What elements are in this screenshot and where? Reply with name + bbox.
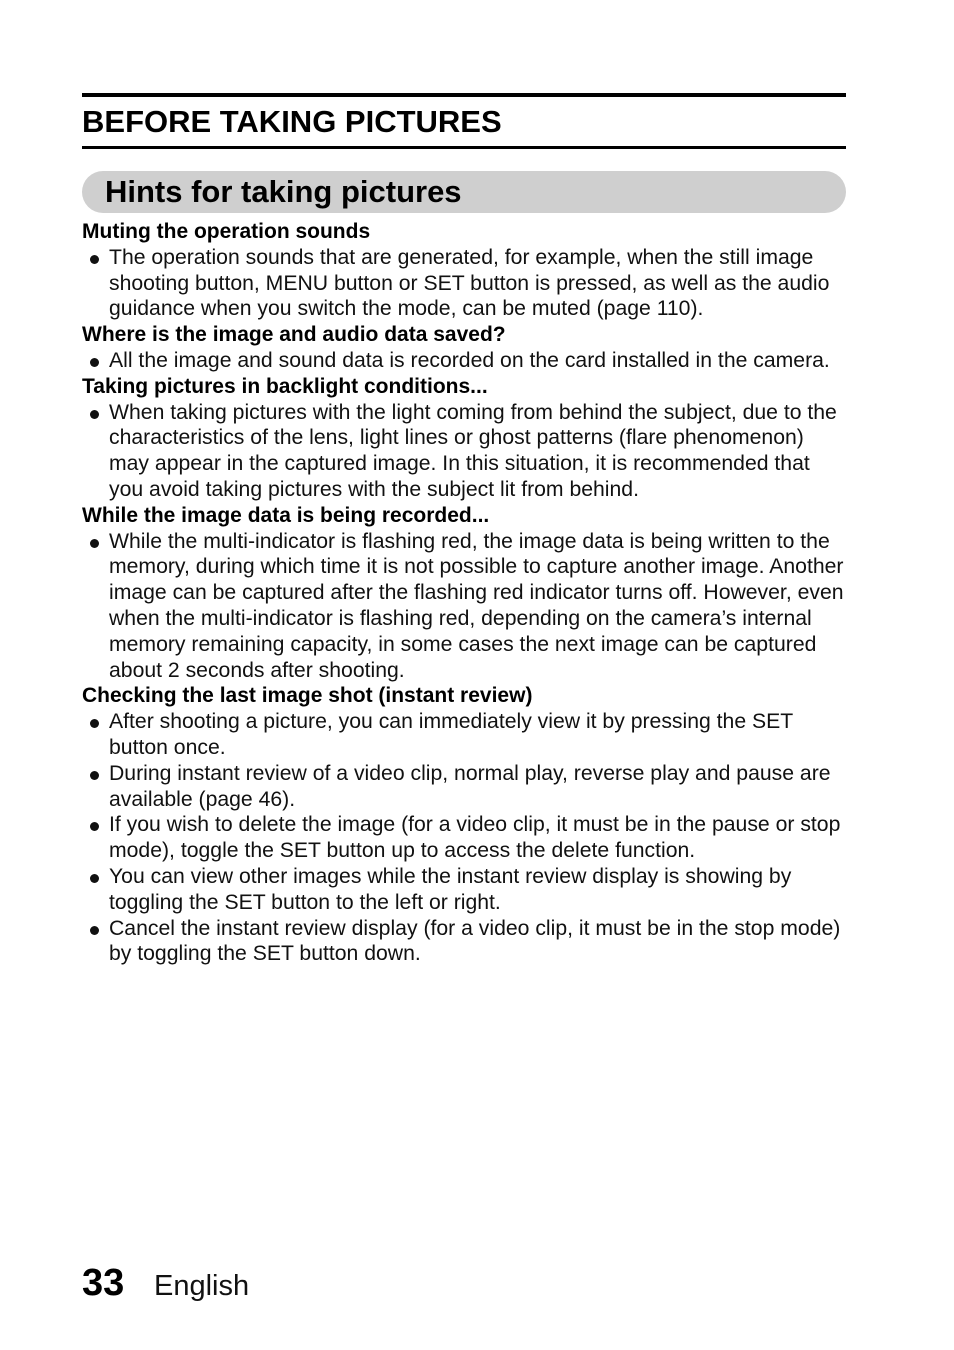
bullet-text: While the multi-indicator is flashing red, the image data is being written to the memory, during which time it is not possible to capture another image. Another image can be captured after the flashing red indicator turns off. However, even when the multi-indicator is flashing red, depending on the camera’s internal memory remaining capacity, in some cases the next image can be captured about 2 seconds after shooting. xyxy=(109,529,844,682)
bullet-item xyxy=(82,916,846,968)
topic-instant-review xyxy=(82,683,846,967)
topic-heading: Checking the last image shot (instant review) xyxy=(82,684,533,708)
bullet-item xyxy=(82,348,846,374)
bullet-icon xyxy=(90,926,99,935)
bullet-icon xyxy=(90,539,99,548)
bullet-item xyxy=(82,400,846,503)
section-title: Hints for taking pictures xyxy=(105,174,462,209)
bullet-list xyxy=(82,245,846,322)
page-number: 33 xyxy=(82,1262,125,1304)
bullet-list xyxy=(82,709,846,967)
bullet-item xyxy=(82,529,846,684)
chapter-header xyxy=(82,93,846,149)
topic-heading: Where is the image and audio data saved? xyxy=(82,323,506,347)
bullet-icon xyxy=(90,822,99,831)
bullet-list xyxy=(82,348,846,374)
topic-data-saved xyxy=(82,322,846,374)
bullet-text: After shooting a picture, you can immediately view it by pressing the SET button once. xyxy=(109,710,793,759)
bullet-item xyxy=(82,864,846,916)
bullet-text: If you wish to delete the image (for a video clip, it must be in the pause or stop mode), toggle the SET button up to access the delete function. xyxy=(109,813,841,863)
bullet-icon xyxy=(90,771,99,780)
bullet-item xyxy=(82,761,846,813)
bullet-icon xyxy=(90,410,99,419)
bullet-icon xyxy=(90,358,99,367)
topic-muting-sounds xyxy=(82,219,846,322)
topic-backlight xyxy=(82,374,846,503)
topic-heading: Muting the operation sounds xyxy=(82,220,371,243)
bullet-list xyxy=(82,400,846,503)
bullet-text: During instant review of a video clip, normal play, reverse play and pause are available (page 46). xyxy=(109,761,831,811)
bullet-item xyxy=(82,709,846,761)
bullet-list xyxy=(82,529,846,684)
topic-data-recording xyxy=(82,503,846,684)
bullet-text: You can view other images while the instant review display is showing by toggling the SET button to the left or right. xyxy=(109,864,792,914)
bullet-text: When taking pictures with the light coming from behind the subject, due to the characteristics of the lens, light lines or ghost patterns (flare phenomenon) may appear in the captured image. In this situation, it is recommended that you avoid taking pictures with the subject lit from behind. xyxy=(109,400,837,501)
bullet-icon xyxy=(90,255,99,264)
bullet-icon xyxy=(90,719,99,728)
language-label: English xyxy=(154,1270,250,1302)
main-content xyxy=(82,219,846,967)
bullet-text: Cancel the instant review display (for a video clip, it must be in the stop mode) by toggling the SET button down. xyxy=(109,916,841,966)
chapter-title: BEFORE TAKING PICTURES xyxy=(82,104,502,139)
bullet-item xyxy=(82,812,846,864)
bullet-icon xyxy=(90,874,99,883)
section-title-bar xyxy=(82,171,846,213)
bullet-item xyxy=(82,245,846,322)
bullet-text: All the image and sound data is recorded on the card installed in the camera. xyxy=(109,348,830,372)
bullet-text: The operation sounds that are generated, for example, when the still image shooting button, MENU button or SET button is pressed, as well as the audio guidance when you switch the mode, can be muted (page 110). xyxy=(109,245,830,321)
topic-heading: Taking pictures in backlight conditions... xyxy=(82,374,488,398)
topic-heading: While the image data is being recorded... xyxy=(82,503,490,527)
